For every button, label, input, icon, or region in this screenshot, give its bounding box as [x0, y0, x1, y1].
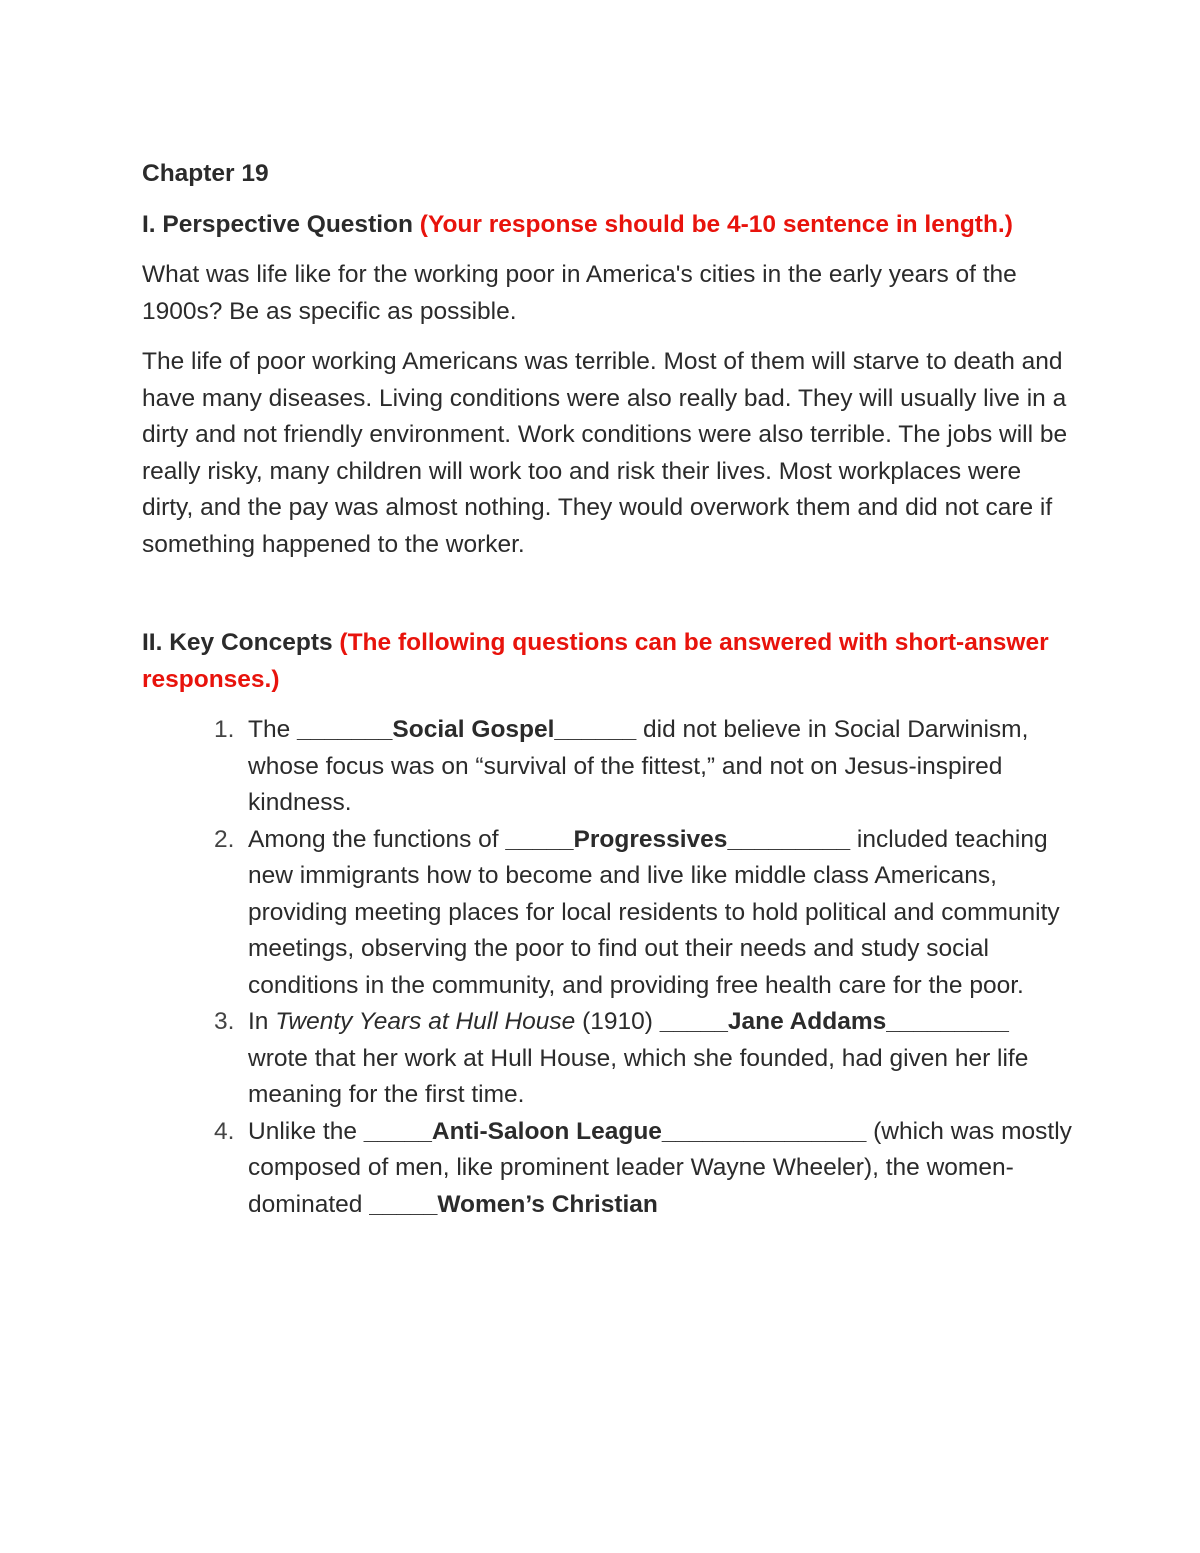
section-1-heading [142, 207, 1072, 244]
answer-blank: _______Social Gospel______ [297, 716, 637, 743]
document-page [142, 156, 1072, 1223]
chapter-title: Chapter 19 [142, 160, 269, 187]
list-item-text: did not believe in Social Darwinism, whose focus was on “survival of the fittest,” and not on Jesus-inspired kindness. [248, 716, 1029, 816]
list-item-text: (which was mostly composed of men, like prominent leader Wayne Wheeler), the women-dominated [248, 1117, 1072, 1218]
list-item-number: 2. [214, 825, 235, 853]
list-item-number: 4. [214, 1117, 235, 1145]
list-item-number: 1. [214, 716, 235, 743]
answer-blank: _____Progressives_________ [505, 825, 851, 853]
list-item-text: wrote that her work at Hull House, which she founded, had given her life meaning for the first time. [248, 1044, 1029, 1108]
section-1-title: I. Perspective Question [142, 210, 413, 238]
list-item [142, 822, 1072, 1005]
book-title: Twenty Years at Hull House [275, 1008, 576, 1035]
answer-blank: _____Jane Addams_________ [659, 1008, 1009, 1035]
answer-blank: _____Women’s Christian [369, 1190, 658, 1218]
list-item-text: Among the functions of [248, 825, 506, 853]
section-2-heading [142, 625, 1072, 698]
list-item [142, 712, 1072, 822]
list-item [142, 1114, 1072, 1224]
section-2-title: II. Key Concepts [142, 629, 333, 656]
perspective-answer: The life of poor working Americans was terrible. Most of them will starve to death and have many diseases. Living conditions were also really bad. They will usually live in a dirty and not friendly environment. Work conditions were also terrible. The jobs will be really risky, many children will work too and risk their lives. Most workplaces were dirty, and the pay was almost nothing. They would overwork them and did not care if something happened to the worker. [142, 348, 1068, 558]
list-item-text: Unlike the [248, 1117, 364, 1145]
list-item-text: The [248, 716, 298, 743]
perspective-question: What was life like for the working poor in America's cities in the early years of the 1900s? Be as specific as possible. [142, 261, 1017, 325]
list-item-text: In [248, 1008, 276, 1035]
list-item [142, 1004, 1072, 1114]
section-spacer [142, 577, 1072, 625]
section-1-instruction: (Your response should be 4-10 sentence in length.) [419, 210, 1013, 238]
list-item-text: (1910) [575, 1008, 660, 1035]
section-2-instruction: (The following questions can be answered with short-answer responses.) [142, 629, 1049, 693]
list-item-number: 3. [214, 1008, 235, 1035]
list-item-text: included teaching new immigrants how to become and live like middle class Americans, providing meeting places for local residents to hold political and community meetings, observing the poor to find out their needs and study social conditions in the community, and providing free health care for the poor. [248, 825, 1060, 999]
key-concepts-list [142, 712, 1072, 1223]
answer-blank: _____Anti-Saloon League_______________ [363, 1117, 867, 1145]
